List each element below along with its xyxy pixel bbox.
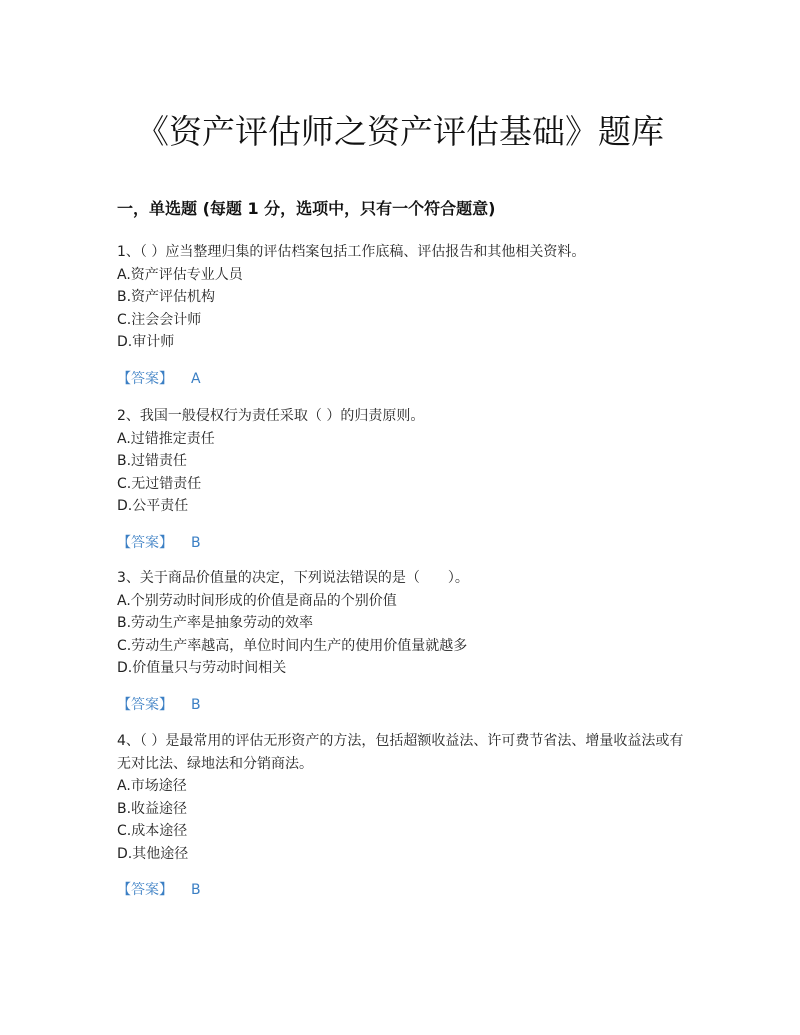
option-b: B.过错责任 (117, 453, 188, 469)
question-4 (117, 730, 692, 902)
option-b: B.收益途径 (117, 800, 188, 817)
option-a: A.资产评估专业人员 (117, 266, 243, 283)
answer-line (117, 694, 692, 717)
option-d: D.公平责任 (117, 498, 189, 514)
question-stem: 4、（ ）是最常用的评估无形资产的方法，包括超额收益法、许可费节省法、增量收益法或有无对比法、绿地法和分销商法。 (117, 733, 684, 772)
answer-value: A (191, 370, 201, 387)
option-b: B.劳动生产率是抽象劳动的效率 (117, 615, 314, 631)
answer-tag: 【答案】 (117, 370, 173, 387)
option-d: D.审计师 (117, 334, 175, 350)
answer-line (117, 879, 692, 902)
option-c: C.无过错责任 (117, 475, 202, 492)
question-stem: 1、（ ）应当整理归集的评估档案包括工作底稿、评估报告和其他相关资料。 (117, 244, 586, 260)
question-1 (117, 241, 692, 390)
question-2 (117, 405, 692, 554)
answer-tag: 【答案】 (117, 534, 173, 551)
answer-tag: 【答案】 (117, 696, 173, 713)
answer-line (117, 532, 692, 555)
option-a: A.市场途径 (117, 778, 187, 794)
question-stem: 2、我国一般侵权行为责任采取（ ）的归责原则。 (117, 408, 425, 424)
answer-value: B (191, 534, 201, 551)
option-d: D.其他途径 (117, 845, 189, 862)
option-c: C.注会会计师 (117, 311, 202, 328)
option-b: B.资产评估机构 (117, 289, 216, 305)
document-title: 《资产评估师之资产评估基础》题库 (136, 112, 664, 151)
option-a: A.过错推定责任 (117, 430, 215, 447)
answer-line (117, 368, 692, 391)
answer-value: B (191, 696, 201, 713)
option-c: C.劳动生产率越高，单位时间内生产的使用价值量就越多 (117, 637, 468, 654)
option-c: C.成本途径 (117, 823, 188, 839)
section-heading: 一，单选题 (每题 1 分，选项中，只有一个符合题意) (117, 199, 496, 218)
answer-tag: 【答案】 (117, 882, 173, 898)
option-a: A.个别劳动时间形成的价值是商品的个别价值 (117, 592, 397, 609)
question-3 (117, 567, 692, 716)
answer-value: B (191, 882, 201, 898)
option-d: D.价值量只与劳动时间相关 (117, 660, 287, 676)
question-stem: 3、关于商品价值量的决定，下列说法错误的是（ ）。 (117, 570, 469, 586)
